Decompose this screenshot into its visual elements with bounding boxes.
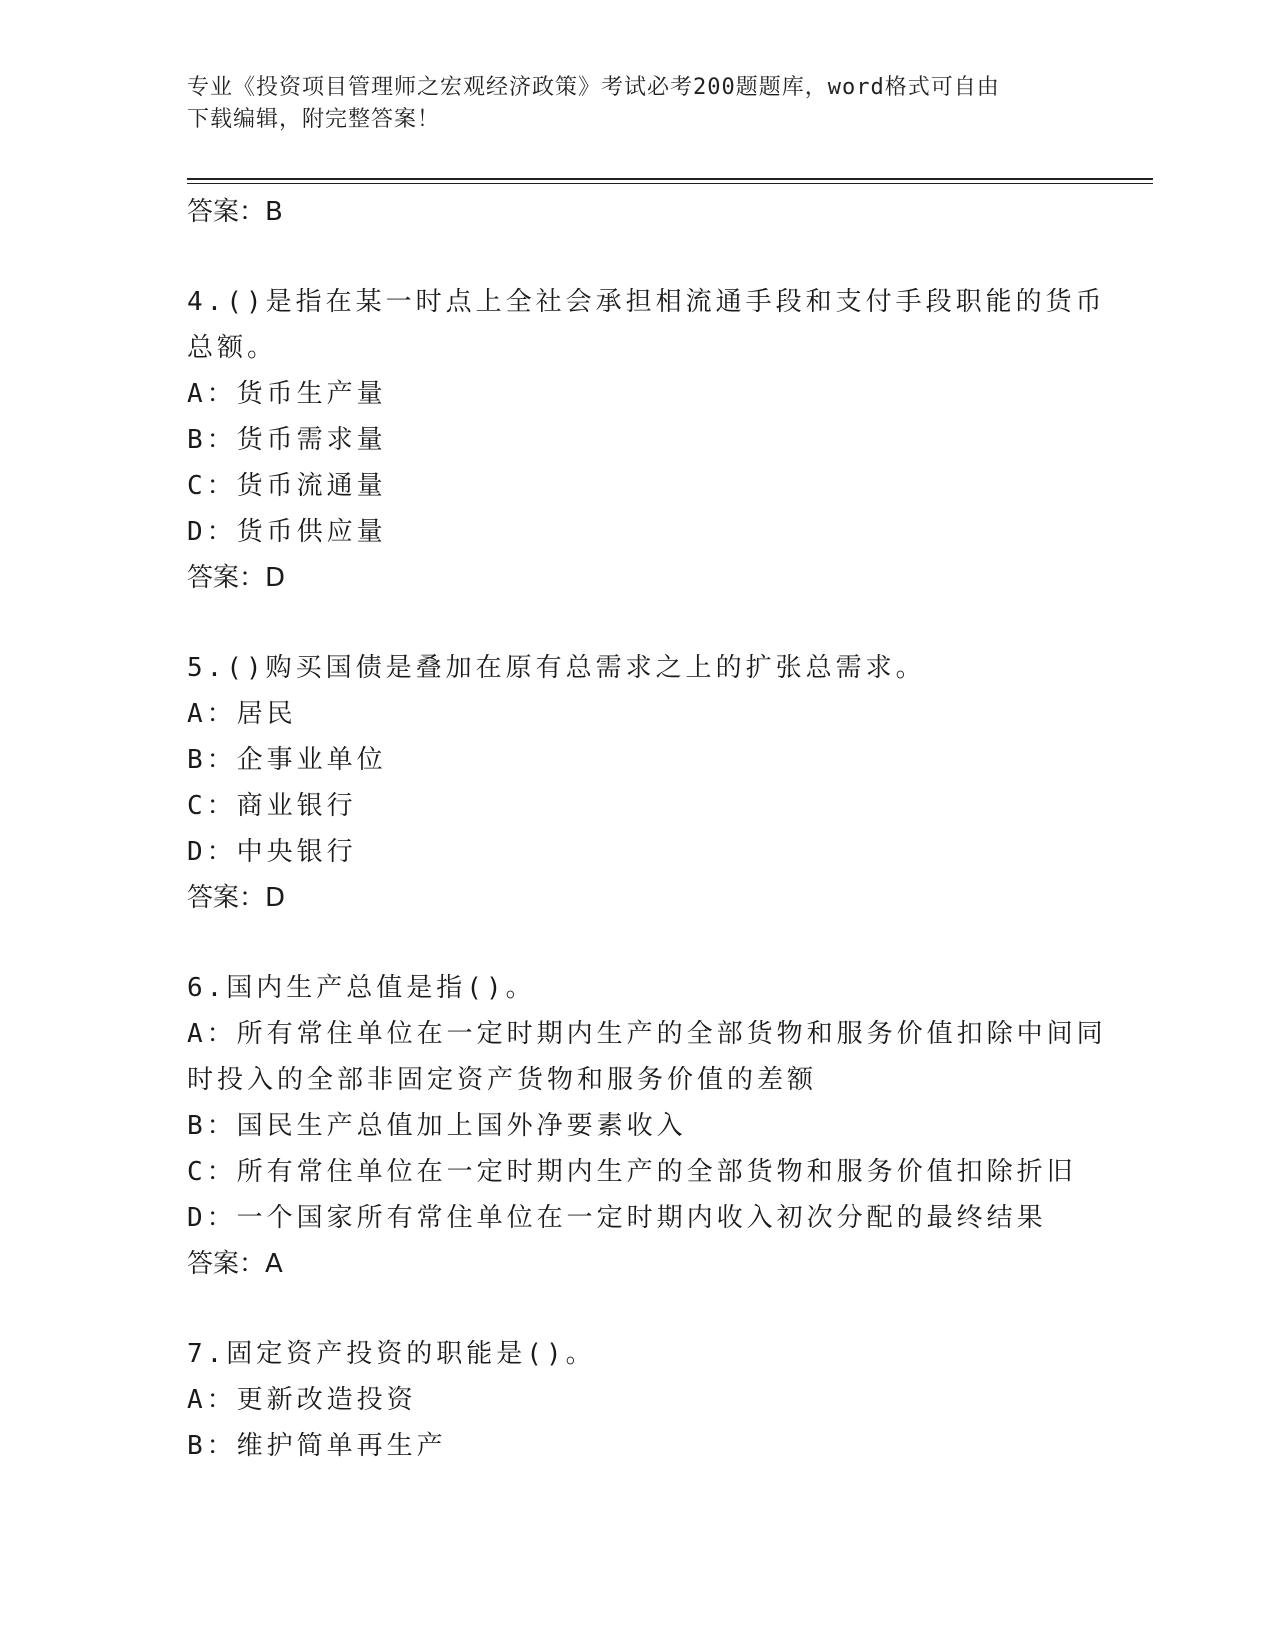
answer-line: 答案：D [187,883,286,913]
option-d: D：中央银行 [187,837,357,867]
question-text-line: 4.()是指在某一时点上全社会承担相流通手段和支付手段职能的货币 [187,287,1106,317]
question-7 [187,1331,1107,1469]
spacer [187,601,1107,645]
document-body [187,189,1107,1469]
header-rule-thin [187,183,1153,184]
question-text-line: 6.国内生产总值是指()。 [187,973,536,1003]
spacer [187,921,1107,965]
option-b: B：维护简单再生产 [187,1431,447,1461]
question-4 [187,279,1107,601]
header-rule-thick [187,178,1153,180]
option-b: B：国民生产总值加上国外净要素收入 [187,1111,687,1141]
header-line-1: 专业《投资项目管理师之宏观经济政策》考试必考200题题库，word格式可自由 [187,75,1000,100]
option-a: A：货币生产量 [187,379,387,409]
question-text-line: 5.()购买国债是叠加在原有总需求之上的扩张总需求。 [187,653,926,683]
document-header [187,72,1067,136]
spacer [187,235,1107,279]
spacer [187,1287,1107,1331]
header-line-2: 下载编辑，附完整答案！ [187,107,441,132]
option-a: A：居民 [187,699,297,729]
option-d: D：一个国家所有常住单位在一定时期内收入初次分配的最终结果 [187,1203,1047,1233]
answer-line: 答案：D [187,563,286,593]
question-text-line: 7.固定资产投资的职能是()。 [187,1339,596,1369]
option-b: B：货币需求量 [187,425,387,455]
question-6 [187,965,1107,1287]
option-a: A：所有常住单位在一定时期内生产的全部货物和服务价值扣除中间同 [187,1019,1107,1049]
question-5 [187,645,1107,921]
option-d: D：货币供应量 [187,517,387,547]
question-text-line: 总额。 [187,333,278,363]
answer-line: 答案：B [187,197,283,227]
option-c: C：货币流通量 [187,471,387,501]
option-a: A：更新改造投资 [187,1385,417,1415]
answer-line: 答案：A [187,1249,283,1279]
option-c: C：商业银行 [187,791,357,821]
option-a-continued: 时投入的全部非固定资产货物和服务价值的差额 [187,1065,818,1095]
option-c: C：所有常住单位在一定时期内生产的全部货物和服务价值扣除折旧 [187,1157,1077,1187]
option-b: B：企事业单位 [187,745,387,775]
